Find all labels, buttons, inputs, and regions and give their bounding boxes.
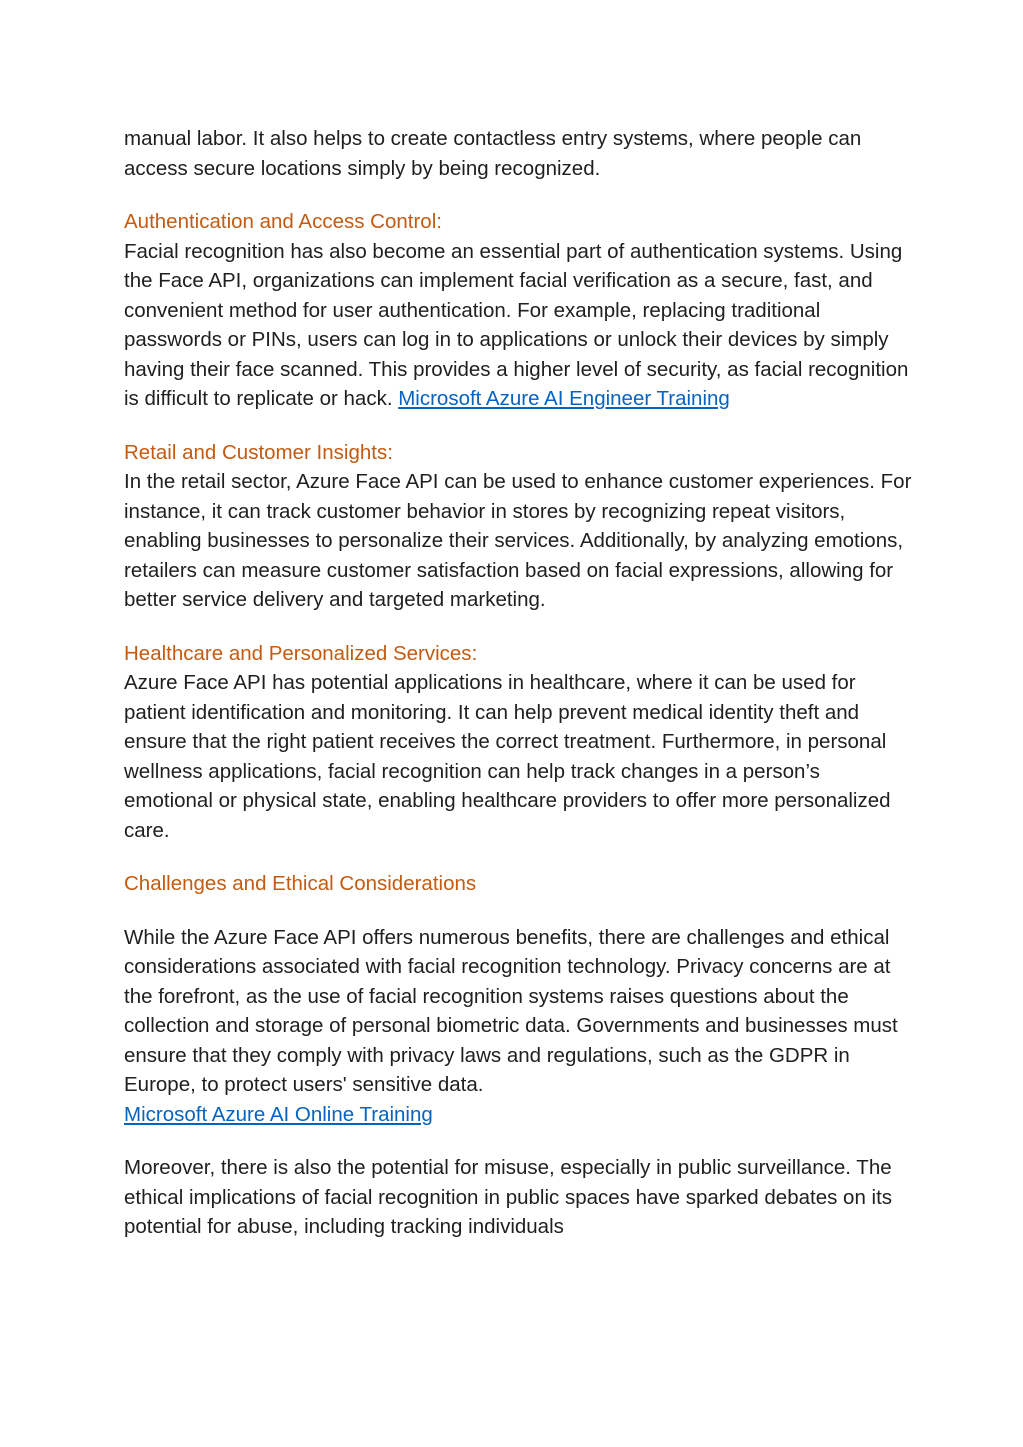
section-body: In the retail sector, Azure Face API can be used to enhance customer experiences. For instance, it can track customer behavior in stores by recognizing repeat visitors, enabling businesses to personalize their services. Additionally, by analyzing emotions, retailers can measure customer satisfaction based on facial expressions, allowing for better service delivery and targeted marketing. <box>124 470 912 611</box>
section-body <box>124 237 914 414</box>
section-heading: Authentication and Access Control <box>124 210 437 233</box>
intro-paragraph: manual labor. It also helps to create contactless entry systems, where people can access secure locations simply by being recognized. <box>124 127 862 180</box>
section-heading-line <box>124 438 914 468</box>
document-page <box>124 124 914 1242</box>
section-heading: Retail and Customer Insights <box>124 440 388 464</box>
section-heading-line <box>124 639 914 669</box>
challenges-text: While the Azure Face API offers numerous benefits, there are challenges and ethical considerations associated with facial recognition technology. Privacy concerns are at the forefront, as the use of facial recognition systems raises questions about the collection and storage of personal biometric data. Governments and businesses must ensure that they comply with privacy laws and regulations, such as the GDPR in Europe, to protect users' sensitive data. <box>124 925 898 1096</box>
section-healthcare <box>124 639 914 846</box>
section-heading: Challenges and Ethical Considerations <box>124 872 477 895</box>
heading-colon: : <box>387 440 393 464</box>
section-heading: Healthcare and Personalized Services <box>124 641 472 665</box>
section-retail <box>124 438 914 615</box>
challenges-paragraph <box>124 923 914 1130</box>
section-authentication <box>124 207 914 414</box>
misuse-paragraph: Moreover, there is also the potential for misuse, especially in public surveillance. The ethical implications of facial recognition in public spaces have sparked debates on its potential for abuse, including tracking individuals <box>124 1156 893 1238</box>
section-body: Azure Face API has potential applications in healthcare, where it can be used for patient identification and monitoring. It can help prevent medical identity theft and ensure that the right patient receives the correct treatment. Furthermore, in personal wellness applications, facial recognition can help track changes in a person’s emotional or physical state, enabling healthcare providers to offer more personalized care. <box>124 671 891 842</box>
heading-colon: : <box>436 210 442 233</box>
section-body-text: Facial recognition has also become an essential part of authentication systems. Using the Face API, organizations can implement facial verification as a secure, fast, and convenient method for user authentication. For example, replacing traditional passwords or PINs, users can log in to applications or unlock their devices by simply having their face scanned. This provides a higher level of security, as facial recognition is difficult to replicate or hack. <box>124 239 909 410</box>
azure-ai-online-training-link[interactable]: Microsoft Azure AI Online Training <box>124 1102 433 1126</box>
section-heading-line <box>124 207 914 237</box>
heading-colon: : <box>471 641 478 665</box>
azure-ai-engineer-training-link[interactable]: Microsoft Azure AI Engineer Training <box>398 387 730 410</box>
section-challenges <box>124 869 914 899</box>
